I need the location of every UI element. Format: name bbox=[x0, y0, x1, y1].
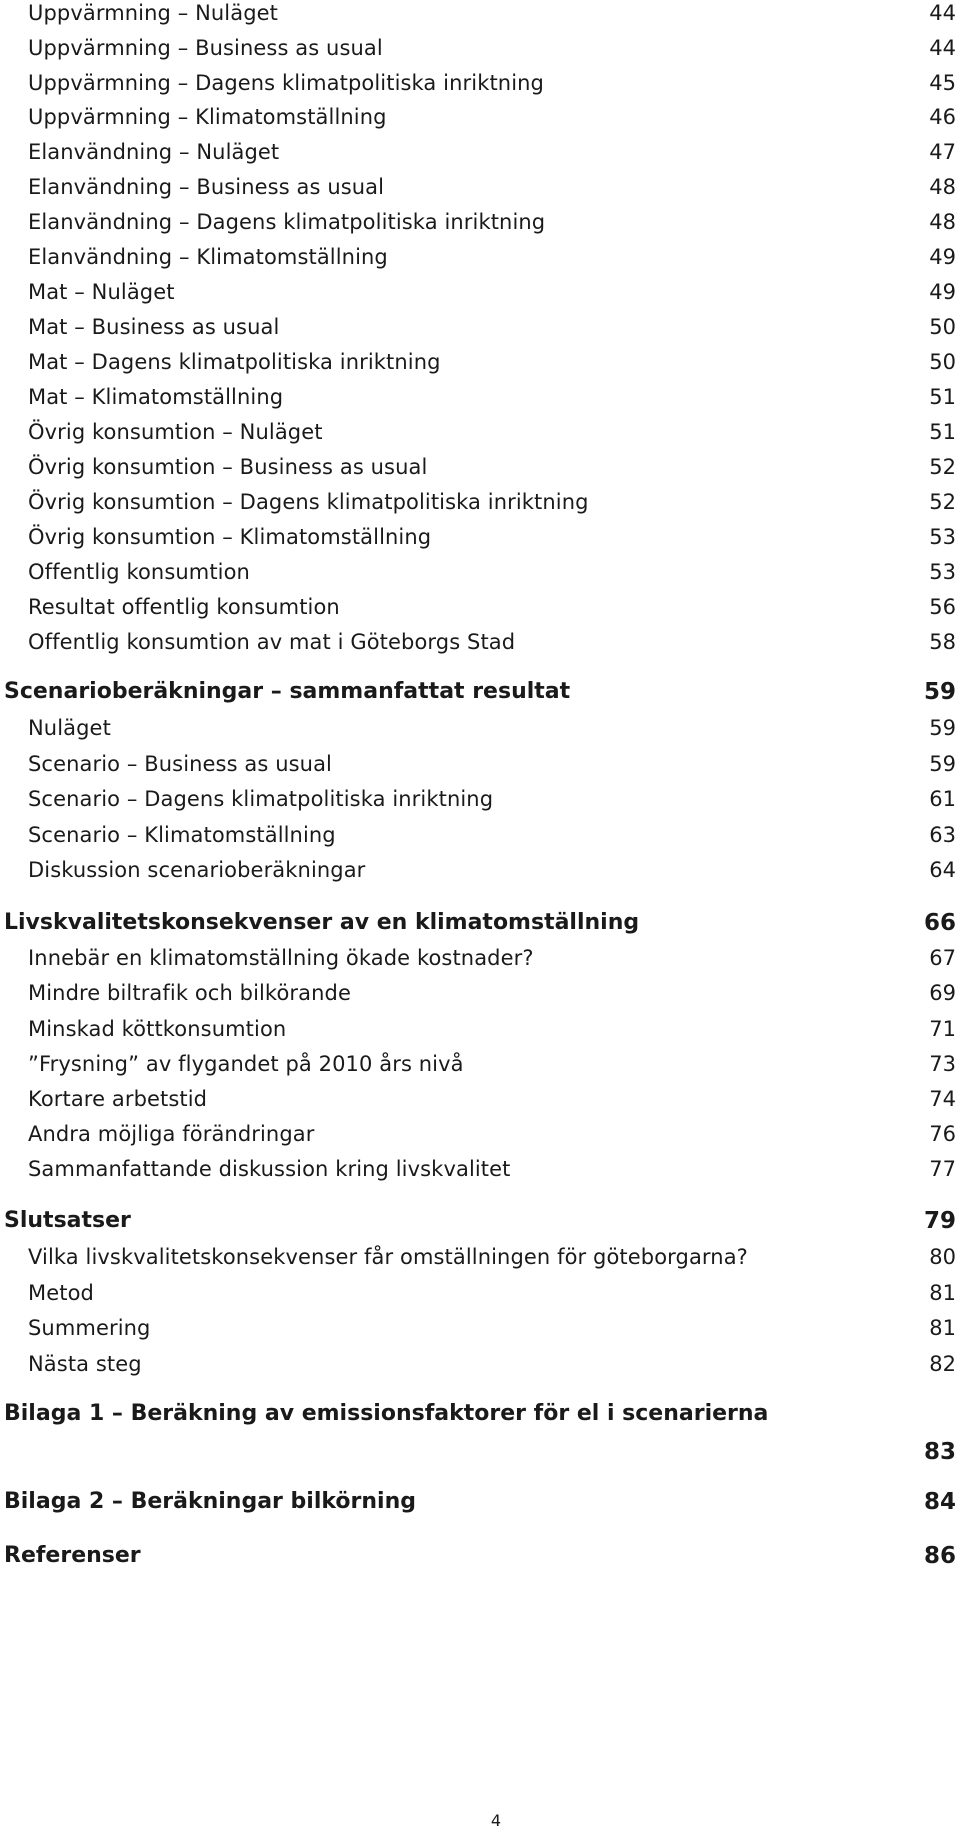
toc-entry-page: 56 bbox=[929, 595, 956, 619]
toc-entry-title: Övrig konsumtion – Nuläget bbox=[28, 420, 323, 444]
toc-entry-page: 80 bbox=[929, 1245, 956, 1269]
toc-heading-entry[interactable] bbox=[0, 1207, 960, 1237]
toc-entry[interactable] bbox=[0, 715, 960, 745]
toc-entry-page: 47 bbox=[929, 140, 956, 164]
toc-entry[interactable] bbox=[0, 945, 960, 975]
toc-entry-title: Summering bbox=[28, 1316, 151, 1340]
toc-entry-title: Vilka livskvalitetskonsekvenser får omställningen för göteborgarna? bbox=[28, 1245, 748, 1269]
toc-heading-entry[interactable] bbox=[0, 1400, 960, 1465]
toc-entry-title: Uppvärmning – Business as usual bbox=[28, 36, 383, 60]
toc-entry-title: Offentlig konsumtion bbox=[28, 560, 250, 584]
toc-entry-title: Scenarioberäkningar – sammanfattat resultat bbox=[4, 679, 571, 704]
toc-entry[interactable] bbox=[0, 1086, 960, 1116]
toc-entry-title: Mat – Dagens klimatpolitiska inriktning bbox=[28, 350, 441, 374]
toc-entry-page: 52 bbox=[929, 455, 956, 479]
toc-entry-page: 86 bbox=[923, 1543, 956, 1569]
toc-entry[interactable] bbox=[0, 384, 960, 414]
toc-entry-page: 77 bbox=[929, 1157, 956, 1181]
toc-entry[interactable] bbox=[0, 419, 960, 449]
toc-entry-page: 59 bbox=[929, 752, 956, 776]
toc-entry[interactable] bbox=[0, 489, 960, 519]
toc-entry[interactable] bbox=[0, 1016, 960, 1046]
toc-entry[interactable] bbox=[0, 279, 960, 309]
toc-entry[interactable] bbox=[0, 524, 960, 554]
toc-entry[interactable] bbox=[0, 314, 960, 344]
toc-entry[interactable] bbox=[0, 980, 960, 1010]
toc-entry[interactable] bbox=[0, 857, 960, 887]
toc-entry[interactable] bbox=[0, 104, 960, 134]
toc-entry[interactable] bbox=[0, 1351, 960, 1381]
toc-entry-page: 50 bbox=[929, 350, 956, 374]
toc-heading-entry[interactable] bbox=[0, 1542, 960, 1572]
toc-entry-page: 61 bbox=[929, 787, 956, 811]
toc-entry-title: Slutsatser bbox=[4, 1208, 131, 1233]
toc-entry-title: Resultat offentlig konsumtion bbox=[28, 595, 340, 619]
toc-entry-title: ”Frysning” av flygandet på 2010 års nivå bbox=[28, 1052, 464, 1076]
toc-entry-page: 83 bbox=[923, 1439, 956, 1465]
toc-entry[interactable] bbox=[0, 1121, 960, 1151]
toc-entry-page: 44 bbox=[929, 36, 956, 60]
toc-entry-title: Scenario – Klimatomställning bbox=[28, 823, 336, 847]
toc-heading-entry[interactable] bbox=[0, 909, 960, 939]
toc-entry-page: 52 bbox=[929, 490, 956, 514]
toc-entry-title: Uppvärmning – Klimatomställning bbox=[28, 105, 387, 129]
toc-entry-title: Övrig konsumtion – Dagens klimatpolitiska inriktning bbox=[28, 490, 589, 514]
toc-entry-title: Uppvärmning – Nuläget bbox=[28, 1, 278, 25]
toc-entry[interactable] bbox=[0, 0, 960, 30]
toc-entry[interactable] bbox=[0, 139, 960, 169]
toc-entry-page: 53 bbox=[929, 525, 956, 549]
toc-entry-page: 67 bbox=[929, 946, 956, 970]
toc-entry-title: Minskad köttkonsumtion bbox=[28, 1017, 287, 1041]
toc-entry-title: Mat – Business as usual bbox=[28, 315, 280, 339]
toc-entry-page: 44 bbox=[929, 1, 956, 25]
toc-entry[interactable] bbox=[0, 1051, 960, 1081]
toc-entry-title: Övrig konsumtion – Business as usual bbox=[28, 455, 428, 479]
toc-entry-page: 82 bbox=[929, 1352, 956, 1376]
toc-entry[interactable] bbox=[0, 786, 960, 816]
toc-entry-page: 58 bbox=[929, 630, 956, 654]
toc-entry[interactable] bbox=[0, 822, 960, 852]
toc-entry[interactable] bbox=[0, 1156, 960, 1186]
toc-entry-page: 84 bbox=[923, 1489, 956, 1515]
toc-entry-page: 64 bbox=[929, 858, 956, 882]
toc-entry-page: 69 bbox=[929, 981, 956, 1005]
toc-entry-page: 51 bbox=[929, 420, 956, 444]
toc-entry-title: Referenser bbox=[4, 1543, 141, 1568]
toc-entry-page: 66 bbox=[923, 910, 956, 936]
toc-entry-page: 53 bbox=[929, 560, 956, 584]
toc-entry-page: 48 bbox=[929, 175, 956, 199]
toc-entry-title: Mindre biltrafik och bilkörande bbox=[28, 981, 351, 1005]
toc-entry-title: Elanvändning – Klimatomställning bbox=[28, 245, 388, 269]
toc-entry-title: Elanvändning – Nuläget bbox=[28, 140, 280, 164]
toc-entry-page: 46 bbox=[929, 105, 956, 129]
toc-entry-page: 79 bbox=[923, 1208, 956, 1234]
toc-entry-title: Bilaga 1 – Beräkning av emissionsfaktorer för el i scenarierna bbox=[4, 1401, 769, 1426]
toc-entry-title: Uppvärmning – Dagens klimatpolitiska inriktning bbox=[28, 71, 544, 95]
toc-entry-page: 50 bbox=[929, 315, 956, 339]
toc-entry-title: Bilaga 2 – Beräkningar bilkörning bbox=[4, 1489, 417, 1514]
toc-entry-page: 81 bbox=[929, 1281, 956, 1305]
toc-entry[interactable] bbox=[0, 1315, 960, 1345]
toc-entry[interactable] bbox=[0, 1280, 960, 1310]
toc-entry[interactable] bbox=[0, 244, 960, 274]
toc-entry[interactable] bbox=[0, 174, 960, 204]
toc-entry-page: 49 bbox=[929, 280, 956, 304]
toc-entry-page: 76 bbox=[929, 1122, 956, 1146]
toc-entry-title: Övrig konsumtion – Klimatomställning bbox=[28, 525, 432, 549]
toc-heading-entry[interactable] bbox=[0, 678, 960, 708]
toc-entry-title: Mat – Nuläget bbox=[28, 280, 175, 304]
toc-entry-title: Sammanfattande diskussion kring livskvalitet bbox=[28, 1157, 511, 1181]
toc-entry-page: 63 bbox=[929, 823, 956, 847]
toc-entry[interactable] bbox=[0, 209, 960, 239]
toc-entry-title: Metod bbox=[28, 1281, 94, 1305]
toc-entry-title: Scenario – Business as usual bbox=[28, 752, 332, 776]
toc-entry[interactable] bbox=[0, 1244, 960, 1274]
toc-entry-page: 59 bbox=[929, 716, 956, 740]
toc-entry-title: Offentlig konsumtion av mat i Göteborgs Stad bbox=[28, 630, 516, 654]
toc-entry-page: 74 bbox=[929, 1087, 956, 1111]
toc-entry[interactable] bbox=[0, 751, 960, 781]
toc-entry-title: Andra möjliga förändringar bbox=[28, 1122, 315, 1146]
toc-entry[interactable] bbox=[0, 629, 960, 659]
toc-entry[interactable] bbox=[0, 35, 960, 65]
toc-entry-title: Nuläget bbox=[28, 716, 111, 740]
toc-entry-page: 49 bbox=[929, 245, 956, 269]
toc-entry-page: 59 bbox=[923, 679, 956, 705]
toc-entry-title: Elanvändning – Dagens klimatpolitiska inriktning bbox=[28, 210, 546, 234]
toc-entry-page: 51 bbox=[929, 385, 956, 409]
toc-entry[interactable] bbox=[0, 70, 960, 100]
toc-entry-page: 81 bbox=[929, 1316, 956, 1340]
toc-entry-page: 73 bbox=[929, 1052, 956, 1076]
toc-entry-title: Elanvändning – Business as usual bbox=[28, 175, 385, 199]
toc-entry-title: Innebär en klimatomställning ökade kostnader? bbox=[28, 946, 534, 970]
toc-entry[interactable] bbox=[0, 559, 960, 589]
page-number: 4 bbox=[490, 1811, 502, 1830]
toc-entry[interactable] bbox=[0, 349, 960, 379]
toc-entry-title: Mat – Klimatomställning bbox=[28, 385, 284, 409]
toc-entry-page: 48 bbox=[929, 210, 956, 234]
toc-entry-title: Scenario – Dagens klimatpolitiska inriktning bbox=[28, 787, 494, 811]
toc-heading-entry[interactable] bbox=[0, 1488, 960, 1518]
toc-entry-title: Nästa steg bbox=[28, 1352, 142, 1376]
toc-entry-title: Kortare arbetstid bbox=[28, 1087, 208, 1111]
toc-entry-page: 45 bbox=[929, 71, 956, 95]
toc-entry-title: Diskussion scenarioberäkningar bbox=[28, 858, 366, 882]
toc-entry-title: Livskvalitetskonsekvenser av en klimatomställning bbox=[4, 910, 640, 935]
toc-entry[interactable] bbox=[0, 594, 960, 624]
toc-entry-page: 71 bbox=[929, 1017, 956, 1041]
toc-entry[interactable] bbox=[0, 454, 960, 484]
